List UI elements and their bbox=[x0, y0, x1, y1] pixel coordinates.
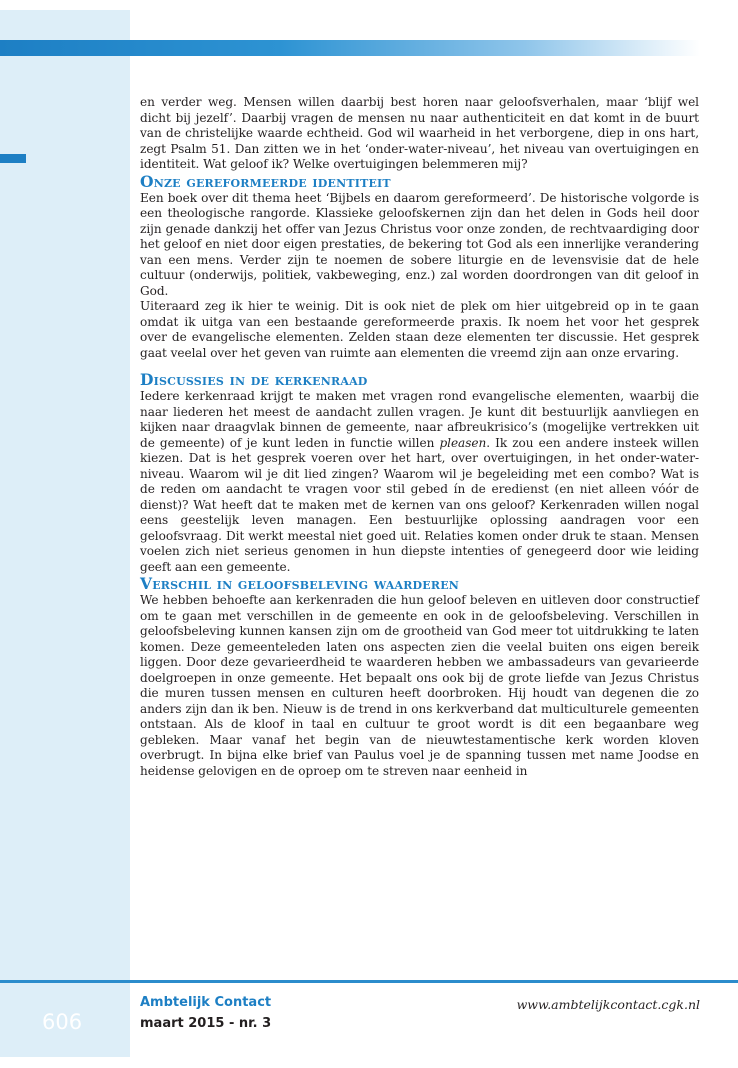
footer-divider bbox=[0, 980, 738, 983]
body-paragraph bbox=[140, 389, 699, 575]
intro-paragraph: en verder weg. Mensen willen daarbij best horen naar geloofsverhalen, maar ‘blijf wel dicht bij jezelf’. Daarbij vragen de mensen nu naar authenticiteit en dat komt in de buurt van de christelijke waarde echtheid. God wil waarheid in het verborgene, diep in ons hart, zegt Psalm 51. Dan zitten we in het ‘onder-water-niveau’, het niveau van overtuigingen en identiteit. Wat geloof ik? Welke overtuigingen belemmeren mij? bbox=[140, 95, 699, 171]
section-heading-variety: Verschil in geloofsbeleving waarderen bbox=[140, 574, 460, 593]
body-paragraph: Een boek over dit thema heet ‘Bijbels en daarom gereformeerd’. De historische volgorde is een theologische rangorde. Klassieke geloofskernen zijn dan het delen in Gods heil door zijn genade dankzij het offer van Jezus Christus voor onze zonden, de rechtvaardiging door het geloof en niet door eigen prestaties, de bekering tot God als een innerlijke verandering van een mens. Verder zijn te noemen de sobere liturgie en de levensvisie dat de hele cultuur (onderwijs, politiek, vakbeweging, enz.) zal worden doordrongen van dit geloof in God. bbox=[140, 190, 699, 298]
body-paragraph: We hebben behoefte aan kerkenraden die hun geloof beleven en uitleven door constructief om te gaan met verschillen in de gemeente en ook in de geloofsbeleving. Verschillen in geloofsbeleving kunnen kansen zijn om de grootheid van God meer tot uitdrukking te laten komen. Deze gemeenteleden laten ons aspecten zien die veelal buiten ons eigen bereik liggen. Door deze gevarieerdheid te waarderen hebben we ambassadeurs van gevarieerde doelgroepen in onze gemeente. Het bepaalt ons ook bij de grote liefde van Jezus Christus die muren tussen mensen en culturen heeft doorbroken. Hij houdt van degenen die zo anders zijn dan ik ben. Nieuw is de trend in ons kerkverband dat multiculturele gemeenten ontstaan. Als de kloof in taal en cultuur te groot wordt is dit een begaanbare weg gebleken. Maar vanaf het begin van de nieuwtestamentische kerk worden kloven overbrugt. In bijna elke brief van Paulus voel je de spanning tussen met name Joodse en heidense gelovigen en de oproep om te streven naar eenheid in bbox=[140, 593, 699, 778]
side-marker bbox=[0, 154, 26, 163]
website-link[interactable]: www.ambtelijkcontact.cgk.nl bbox=[516, 997, 700, 1012]
issue-label: maart 2015 - nr. 3 bbox=[140, 1016, 272, 1031]
body-paragraph: Uiteraard zeg ik hier te weinig. Dit is ook niet de plek om hier uitgebreid op in te gaan omdat ik uitga van een bestaande gereformeerde praxis. Ik noem het voor het gesprek over de evangelische elementen. Zelden staan deze elementen ter discussie. Het gesprek gaat veelal over het geven van ruimte aan elementen die vreemd zijn aan onze ervaring. bbox=[140, 299, 699, 360]
article-body bbox=[140, 95, 699, 779]
paragraph-text: Iedere kerkenraad krijgt te maken met vragen rond evangelische elementen, waarbij die naar liederen het meest de aandacht zullen vragen. Je kunt dit bestuurlijk aanvliegen en kijken naar draagvlak binnen de gemeente, naar afbreukrisico’s (mogelijke vertrekken uit de gemeente) of je kunt leden in functie willen bbox=[140, 389, 699, 450]
page-sidebar bbox=[0, 10, 130, 1057]
magazine-name: Ambtelijk Contact bbox=[140, 995, 272, 1010]
page-number: 606 bbox=[42, 1010, 83, 1034]
emphasis-text: pleasen bbox=[439, 435, 487, 450]
header-band bbox=[0, 40, 700, 56]
section-heading-identity: Onze gereformeerde identiteit bbox=[140, 171, 391, 191]
paragraph-text: . Ik zou een andere insteek willen kiezen. Dat is het gesprek voeren over het hart, over overtuigingen, in het onder-water-niveau. Waarom wil je dit lied zingen? Waarom wil je begeleiding met een combo? Wat is de reden om aandacht te vragen voor stil gebed ín de eredienst (en niet alleen vóór de dienst)? Wat heeft dat te maken met de kernen van ons geloof? Kerkenraden willen nogal eens geestelijk leven managen. Een bestuurlijke oplossing aandragen voor een geloofsvraag. Dit werkt meestal niet goed uit. Relaties komen onder druk te staan. Mensen voelen zich niet serieus genomen in hun diepste intenties of genegeerd door wie leiding geeft aan een gemeente. bbox=[140, 435, 699, 574]
section-heading-discussions: Discussies in de kerkenraad bbox=[140, 370, 368, 389]
